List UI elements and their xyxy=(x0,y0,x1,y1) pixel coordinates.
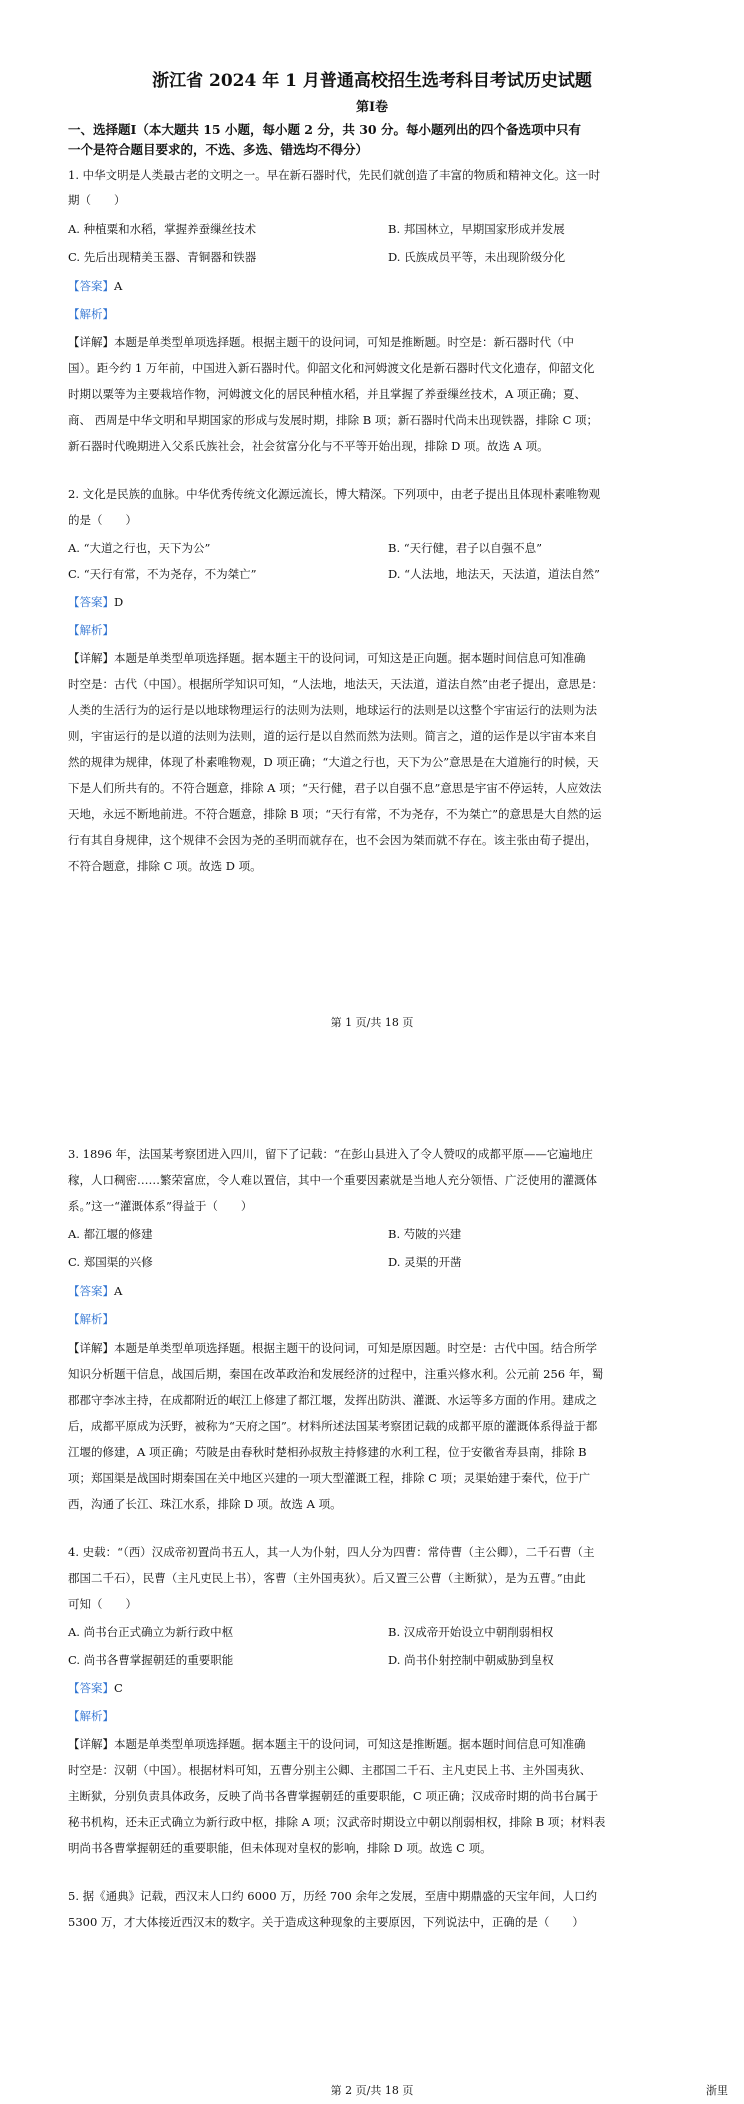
section-heading-line-1: 一、选择题Ⅰ（本大题共 15 小题，每小题 2 分，共 30 分。每小题列出的四个备选项中只有 xyxy=(68,122,581,137)
q2-detail-line: 人类的生活行为的运行是以地球物理运行的法则为法则，地球运行的法则是以这整个宇宙运行的法则为法 xyxy=(68,703,597,717)
q3-detail-line: 项；郑国渠是战国时期秦国在关中地区兴建的一项大型灌溉工程，排除 C 项；灵渠始建于秦代，位于广 xyxy=(68,1471,591,1485)
corner-watermark-text: 浙里 xyxy=(706,2084,728,2097)
q4-stem-line: 郡国二千石），民曹（主凡吏民上书），客曹（主外国夷狄）。后又置三公曹（主断狱），是为五曹。”由此 xyxy=(68,1571,586,1585)
q1-detail-line: 新石器时代晚期进入父系氏族社会，社会贫富分化与不平等开始出现，排除 D 项。故选 A 项。 xyxy=(68,439,549,453)
q4-option-c: C. 尚书各曹掌握朝廷的重要职能 xyxy=(68,1653,234,1667)
page-footer: 第 1 页/共 18 页 xyxy=(330,1016,414,1029)
q2-detail-line: 则，宇宙运行的是以道的法则为法则，道的运行是以自然而然为法则。简言之，道的运作是以宇宙本来自 xyxy=(68,729,597,743)
section-heading-line-2: 一个是符合题目要求的，不选、多选、错选均不得分） xyxy=(68,142,369,157)
q2-detail-line: 【详解】本题是单类型单项选择题。据本题主干的设问词，可知这是正向题。据本题时间信息可知准确 xyxy=(68,651,586,665)
q3-answer xyxy=(68,1283,122,1299)
q3-detail-line: 知识分析题干信息，战国后期，秦国在改革政治和发展经济的过程中，注重兴修水利。公元前 256 年，蜀 xyxy=(68,1367,604,1381)
q4-detail-line: 秘书机构，还未正式确立为新行政中枢，排除 A 项；汉武帝时期设立中朝以削弱相权，排除 B 项；材料表 xyxy=(68,1815,606,1829)
q2-detail-line: 天地，永远不断地前进。不符合题意，排除 B 项；“天行有常，不为尧存，不为桀亡”的意思是大自然的运 xyxy=(68,807,602,821)
answer-label: 【答案】 xyxy=(68,279,114,293)
q2-stem-line: 2. 文化是民族的血脉。中华优秀传统文化源远流长，博大精深。下列项中，由老子提出且体现朴素唯物观 xyxy=(68,487,601,501)
answer-label: 【答案】 xyxy=(68,1284,114,1298)
q1-answer xyxy=(68,278,122,294)
answer-label: 【答案】 xyxy=(68,1681,114,1695)
q4-stem-line: 4. 史载：“（西）汉成帝初置尚书五人，其一人为仆射，四人分为四曹：常侍曹（主公卿），二千石曹（主 xyxy=(68,1545,595,1559)
q5-stem-line: 5300 万，才大体接近西汉末的数字。关于造成这种现象的主要原因，下列说法中，正确的是（ ） xyxy=(68,1915,584,1929)
q2-analysis-label: 【解析】 xyxy=(68,623,114,637)
page-2 xyxy=(0,1060,744,2104)
q2-detail-line: 行有其自身规律，这个规律不会因为尧的圣明而就存在，也不会因为桀而就不存在。该主张由荀子提出， xyxy=(68,833,597,847)
answer-label: 【答案】 xyxy=(68,595,114,609)
q1-option-c: C. 先后出现精美玉器、青铜器和铁器 xyxy=(68,250,257,264)
q1-option-a: A. 种植粟和水稻，掌握养蚕缫丝技术 xyxy=(68,222,257,236)
q1-answer-value: A xyxy=(114,279,123,293)
q2-answer xyxy=(68,594,123,610)
q1-detail-line: 国）。距今约 1 万年前，中国进入新石器时代。仰韶文化和河姆渡文化是新石器时代文化遗存，仰韶文化 xyxy=(68,361,595,375)
q2-option-c: C. “天行有常，不为尧存，不为桀亡” xyxy=(68,567,257,581)
q3-option-d: D. 灵渠的开凿 xyxy=(388,1255,462,1269)
q3-option-b: B. 芍陂的兴建 xyxy=(388,1227,462,1241)
q2-detail-line: 下是人们所共有的。不符合题意，排除 A 项；“天行健，君子以自强不息”意思是宇宙不停运转，人应效法 xyxy=(68,781,602,795)
q1-option-b: B. 邦国林立，早期国家形成并发展 xyxy=(388,222,565,236)
q3-analysis-label: 【解析】 xyxy=(68,1312,114,1326)
q2-detail-line: 不符合题意，排除 C 项。故选 D 项。 xyxy=(68,859,262,873)
q3-detail-line: 后，成都平原成为沃野，被称为“天府之国”。材料所述法国某考察团记载的成都平原的灌溉体系得益于都 xyxy=(68,1419,598,1433)
q1-detail-line: 时期以粟等为主要栽培作物，河姆渡文化的居民种植水稻，并且掌握了养蚕缫丝技术，A 项正确；夏、 xyxy=(68,387,586,401)
q2-stem-line: 的是（ ） xyxy=(68,513,137,527)
q4-answer xyxy=(68,1680,123,1696)
q3-answer-value: A xyxy=(114,1284,123,1298)
q4-detail-line: 主断狱，分别负责具体政务，反映了尚书各曹掌握朝廷的重要职能，C 项正确；汉成帝时期的尚书台属于 xyxy=(68,1789,598,1803)
q3-detail-line: 西，沟通了长江、珠江水系，排除 D 项。故选 A 项。 xyxy=(68,1497,342,1511)
exam-title: 浙江省 2024 年 1 月普通高校招生选考科目考试历史试题 xyxy=(152,71,592,91)
exam-subtitle: 第Ⅰ卷 xyxy=(355,100,389,115)
q2-detail-line: 然的规律为规律，体现了朴素唯物观，D 项正确；“大道之行也，天下为公”意思是在大道施行的时候，天 xyxy=(68,755,599,769)
q2-answer-value: D xyxy=(114,595,124,609)
q5-stem-line: 5. 据《通典》记载，西汉末人口约 6000 万，历经 700 余年之发展，至唐中期鼎盛的天宝年间，人口约 xyxy=(68,1889,597,1903)
q1-stem-line: 期（ ） xyxy=(68,193,126,207)
page-footer: 第 2 页/共 18 页 xyxy=(330,2084,414,2097)
q3-option-c: C. 郑国渠的兴修 xyxy=(68,1255,153,1269)
q1-detail-line: 商、 西周是中华文明和早期国家的形成与发展时期，排除 B 项；新石器时代尚未出现铁器，排除 C 项； xyxy=(68,413,599,427)
q1-stem-line: 1. 中华文明是人类最古老的文明之一。早在新石器时代，先民们就创造了丰富的物质和精神文化。这一时 xyxy=(68,168,601,182)
q3-detail-line: 【详解】本题是单类型单项选择题。根据主题干的设问词，可知是原因题。时空是：古代中国。结合所学 xyxy=(68,1341,597,1355)
q3-detail-line: 江堰的修建，A 项正确；芍陂是由春秋时楚相孙叔敖主持修建的水利工程，位于安徽省寿县南，排除 B xyxy=(68,1445,587,1459)
q2-option-a: A. “大道之行也，天下为公” xyxy=(68,541,211,555)
q3-stem-line: 3. 1896 年，法国某考察团进入四川，留下了记载：“在彭山县进入了令人赞叹的成都平原——它遍地庄 xyxy=(68,1147,593,1161)
q4-detail-line: 明尚书各曹掌握朝廷的重要职能，但未体现对皇权的影响，排除 D 项。故选 C 项。 xyxy=(68,1841,492,1855)
q3-stem-line: 系。”这一“灌溉体系”得益于（ ） xyxy=(68,1199,253,1213)
q4-detail-line: 时空是：汉朝（中国）。根据材料可知，五曹分别主公卿、主郡国二千石、主凡吏民上书、主外国夷狄、 xyxy=(68,1763,592,1777)
q4-option-b: B. 汉成帝开始设立中朝削弱相权 xyxy=(388,1625,554,1639)
q4-analysis-label: 【解析】 xyxy=(68,1709,114,1723)
q3-detail-line: 郡郡守李冰主持，在成都附近的岷江上修建了都江堰，发挥出防洪、灌溉、水运等多方面的作用。建成之 xyxy=(68,1393,597,1407)
q4-option-a: A. 尚书台正式确立为新行政中枢 xyxy=(68,1625,234,1639)
q3-option-a: A. 都江堰的修建 xyxy=(68,1227,153,1241)
q4-answer-value: C xyxy=(114,1681,123,1695)
q1-detail-line: 【详解】本题是单类型单项选择题。根据主题干的设问词，可知是推断题。时空是：新石器时代（中 xyxy=(68,335,574,349)
q4-option-d: D. 尚书仆射控制中朝威胁到皇权 xyxy=(388,1653,554,1667)
q1-option-d: D. 氏族成员平等，未出现阶级分化 xyxy=(388,250,566,264)
q3-stem-line: 稼，人口稠密……繁荣富庶，令人难以置信，其中一个重要因素就是当地人充分领悟、广泛使用的灌溉体 xyxy=(68,1173,597,1187)
q2-detail-line: 时空是：古代（中国）。根据所学知识可知，“人法地，地法天，天法道，道法自然”由老子提出，意思是： xyxy=(68,677,604,691)
q2-option-b: B. “天行健，君子以自强不息” xyxy=(388,541,543,555)
q4-stem-line: 可知（ ） xyxy=(68,1597,137,1611)
q4-detail-line: 【详解】本题是单类型单项选择题。据本题主干的设问词，可知这是推断题。据本题时间信息可知准确 xyxy=(68,1737,586,1751)
q1-analysis-label: 【解析】 xyxy=(68,307,114,321)
q2-option-d: D. “人法地，地法天，天法道，道法自然” xyxy=(388,567,600,581)
